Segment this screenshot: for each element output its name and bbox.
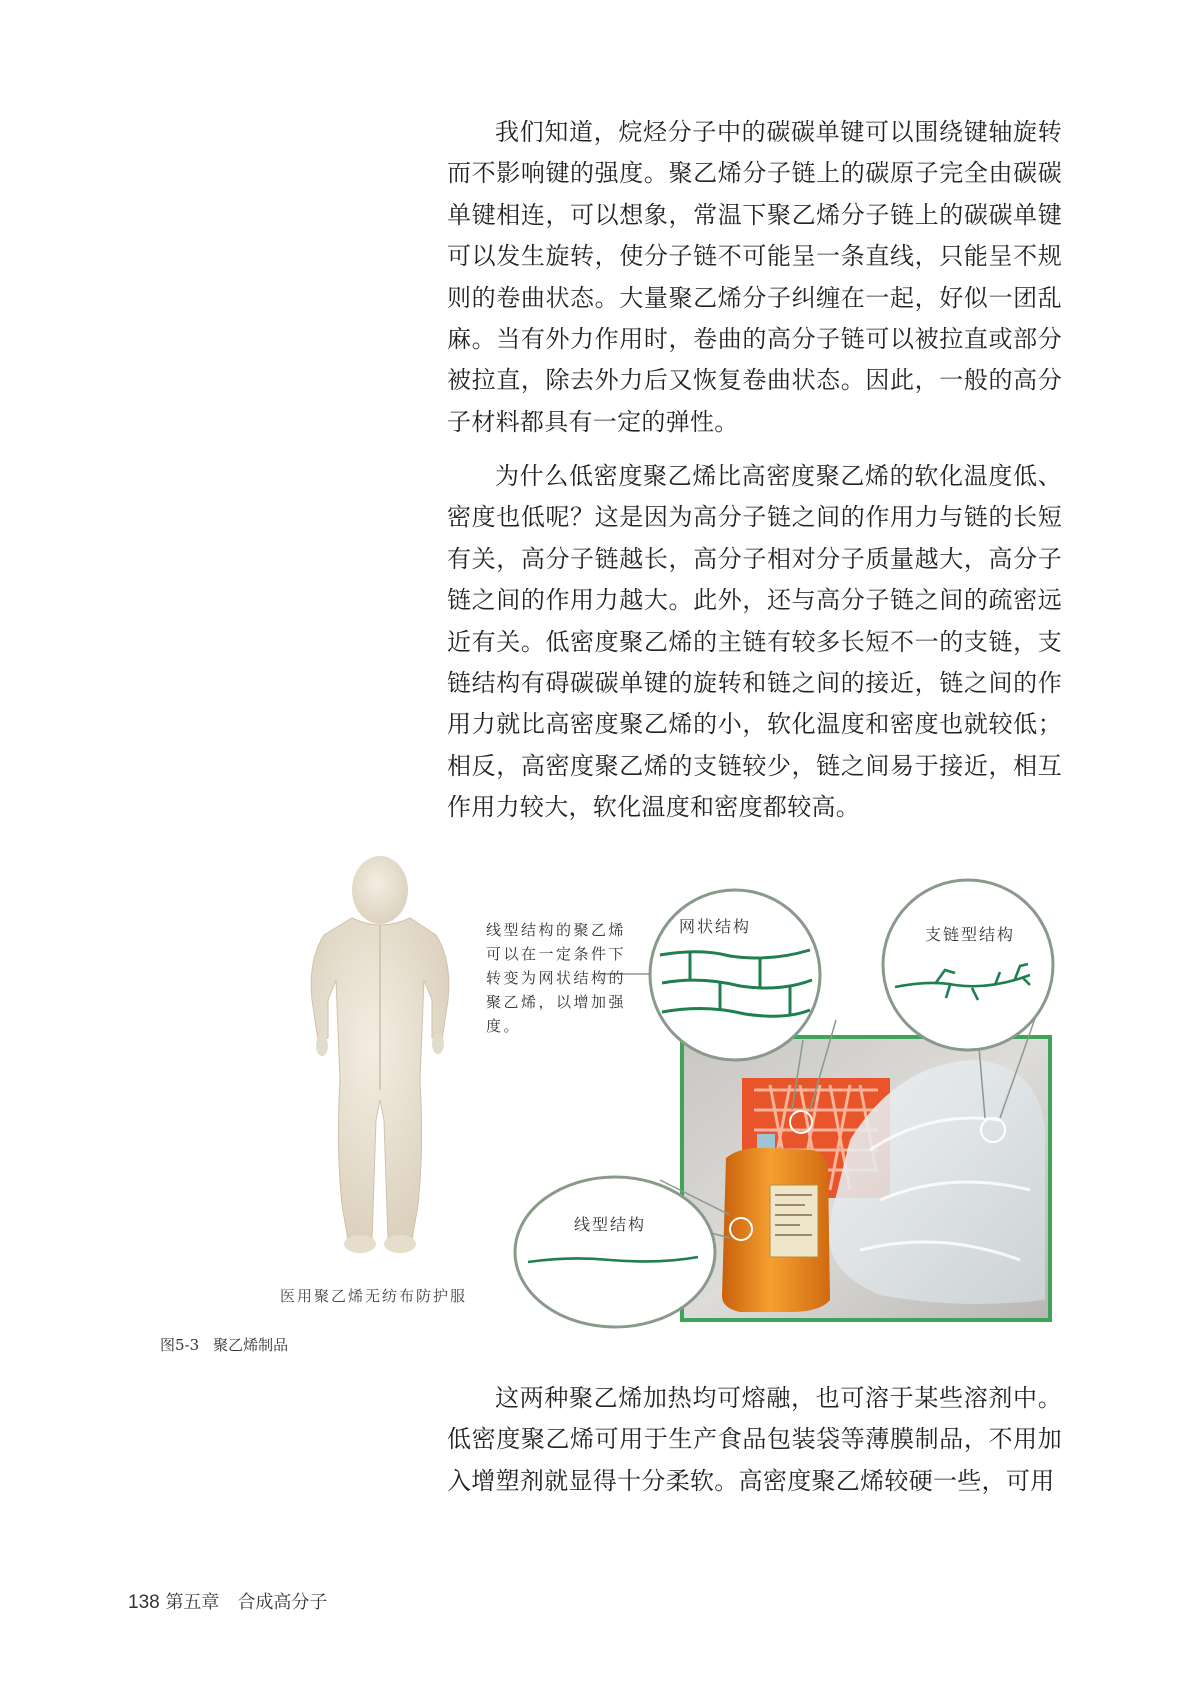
branched-label: 支链型结构 xyxy=(924,925,1016,944)
figure-title: 聚乙烯制品 xyxy=(213,1336,289,1354)
paragraph-density: 为什么低密度聚乙烯比高密度聚乙烯的软化温度低、密度也低呢？这是因为高分子链之间的作用力与链的长短有关，高分子链越长，高分子相对分子质量越大，高分子链之间的作用力越大。此外，还与高分子链之间的疏密远近有关。低密度聚乙烯的主链有较多长短不一的支链，支链结构有碍碳碳单键的旋转和链之间的接近，链之间的作用力就比高密度聚乙烯的小，软化温度和密度也就较低；相反，高密度聚乙烯的支链较少，链之间易于接近，相互作用力较大，软化温度和密度都较高。 xyxy=(447,462,1062,822)
page-footer xyxy=(128,1588,327,1614)
page-number: 138 xyxy=(128,1592,160,1613)
bottle-image xyxy=(722,1134,830,1312)
protective-suit-image xyxy=(311,856,449,1253)
paragraph-melting: 这两种聚乙烯加热均可熔融，也可溶于某些溶剂中。低密度聚乙烯可用于生产食品包装袋等薄膜制品，不用加入增塑剂就显得十分柔软。高密度聚乙烯较硬一些，可用 xyxy=(447,1384,1062,1495)
paragraph-rotation: 我们知道，烷烃分子中的碳碳单键可以围绕键轴旋转而不影响键的强度。聚乙烯分子链上的碳原子完全由碳碳单键相连，可以想象，常温下聚乙烯分子链上的碳碳单键可以发生旋转，使分子链不可能呈一条直线，只能呈不规则的卷曲状态。大量聚乙烯分子纠缠在一起，好似一团乱麻。当有外力作用时，卷曲的高分子链可以被拉直或部分被拉直，除去外力后又恢复卷曲状态。因此，一般的高分子材料都具有一定的弹性。 xyxy=(447,118,1062,436)
linear-structure-circle xyxy=(515,1177,715,1327)
figure-number: 图5-3 xyxy=(160,1336,200,1354)
linear-label: 线型结构 xyxy=(573,1215,647,1234)
figure-caption xyxy=(160,1334,288,1355)
suit-caption: 医用聚乙烯无纺布防护服 xyxy=(280,1287,468,1305)
network-structure-circle xyxy=(650,890,820,1060)
product-photo xyxy=(682,1037,1050,1320)
network-label: 网状结构 xyxy=(678,917,752,936)
chapter-label: 第五章 xyxy=(165,1592,220,1613)
branched-structure-circle xyxy=(883,880,1053,1050)
chapter-title: 合成高分子 xyxy=(237,1592,328,1613)
figure-callout: 线型结构的聚乙烯可以在一定条件下转变为网状结构的聚乙烯，以增加强度。 xyxy=(486,921,627,1035)
